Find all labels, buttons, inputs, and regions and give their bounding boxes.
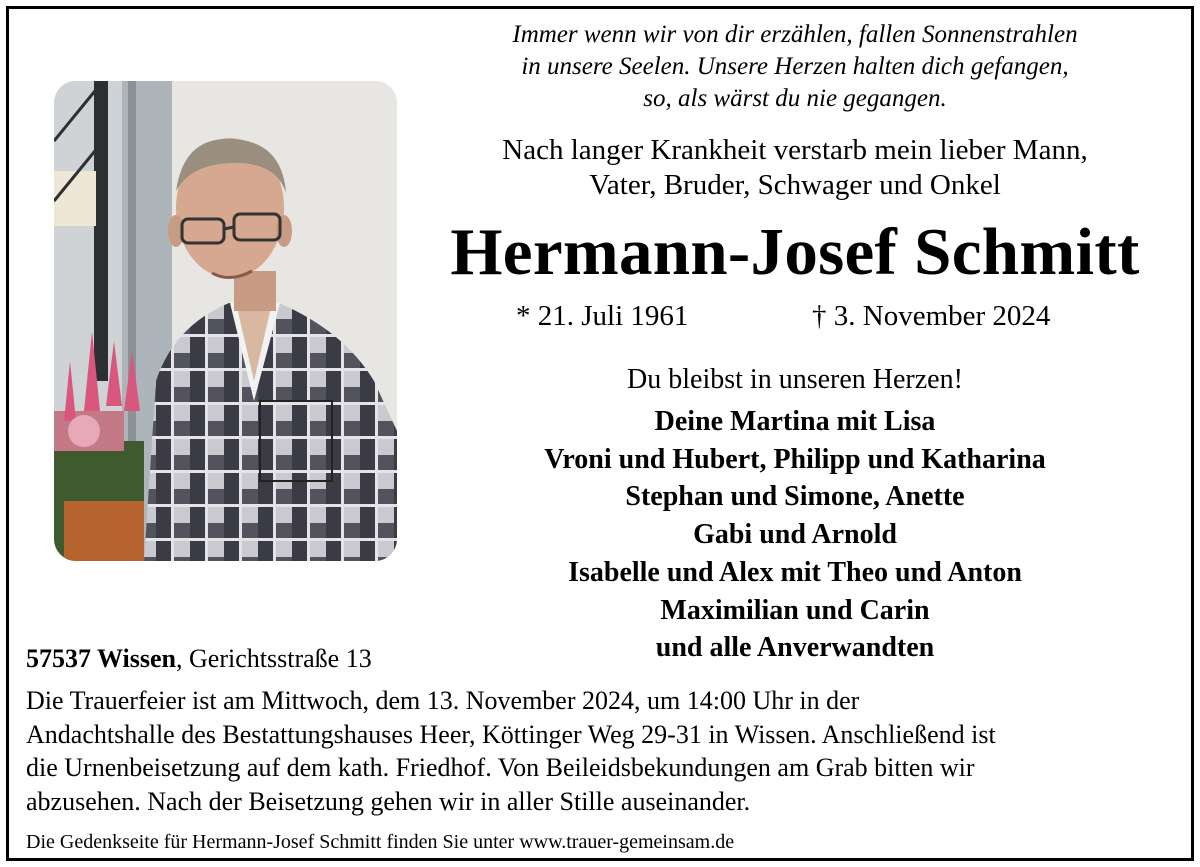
funeral-line: Die Trauerfeier ist am Mittwoch, dem 13. November 2024, um 14:00 Uhr in der [26, 686, 860, 715]
quote-verse [420, 19, 1170, 115]
memorial-website-note: Die Gedenkseite für Hermann-Josef Schmitt finden Sie unter www.trauer-gemeinsam.de [26, 831, 735, 853]
address-street: , Gerichtsstraße 13 [176, 644, 372, 673]
intro-line: Vater, Bruder, Schwager und Onkel [589, 169, 1001, 201]
mourner-line: und alle Anverwandten [655, 632, 935, 664]
intro-line: Nach langer Krankheit verstarb mein lieber Mann, [502, 134, 1088, 166]
mourner-line: Stephan und Simone, Anette [625, 481, 965, 513]
address-city: 57537 Wissen [26, 644, 177, 673]
mourner-line: Deine Martina mit Lisa [654, 406, 936, 437]
funeral-line: abzusehen. Nach der Beisetzung gehen wir in aller Stille auseinander. [26, 786, 751, 816]
death-announcement [420, 133, 1170, 203]
family-address [26, 642, 372, 676]
mourners-list [420, 403, 1170, 667]
funeral-line: Andachtshalle des Bestattungshauses Heer, Köttinger Weg 29-31 in Wissen. Anschließend ist [26, 719, 996, 749]
quote-line: so, als wärst du nie gegangen. [643, 85, 947, 112]
mourner-line: Gabi und Arnold [693, 519, 897, 551]
funeral-notice [26, 684, 1176, 818]
deceased-name: Hermann-Josef Schmitt [450, 215, 1140, 289]
quote-line: Immer wenn wir von dir erzählen, fallen Sonnenstrahlen [512, 21, 1078, 48]
mourner-line: Maximilian und Carin [660, 594, 930, 626]
portrait-photo [54, 81, 397, 561]
mourner-line: Vroni und Hubert, Philipp und Katharina [544, 443, 1046, 475]
death-date: † 3. November 2024 [812, 300, 1051, 332]
funeral-line: die Urnenbeisetzung auf dem kath. Friedhof. Von Beileidsbekundungen am Grab bitten wir [26, 753, 975, 782]
birth-date: * 21. Juli 1961 [516, 300, 689, 332]
quote-line: in unsere Seelen. Unsere Herzen halten dich gefangen, [521, 53, 1069, 80]
remembrance-line: Du bleibst in unseren Herzen! [627, 364, 963, 395]
mourner-line: Isabelle und Alex mit Theo und Anton [568, 556, 1022, 588]
